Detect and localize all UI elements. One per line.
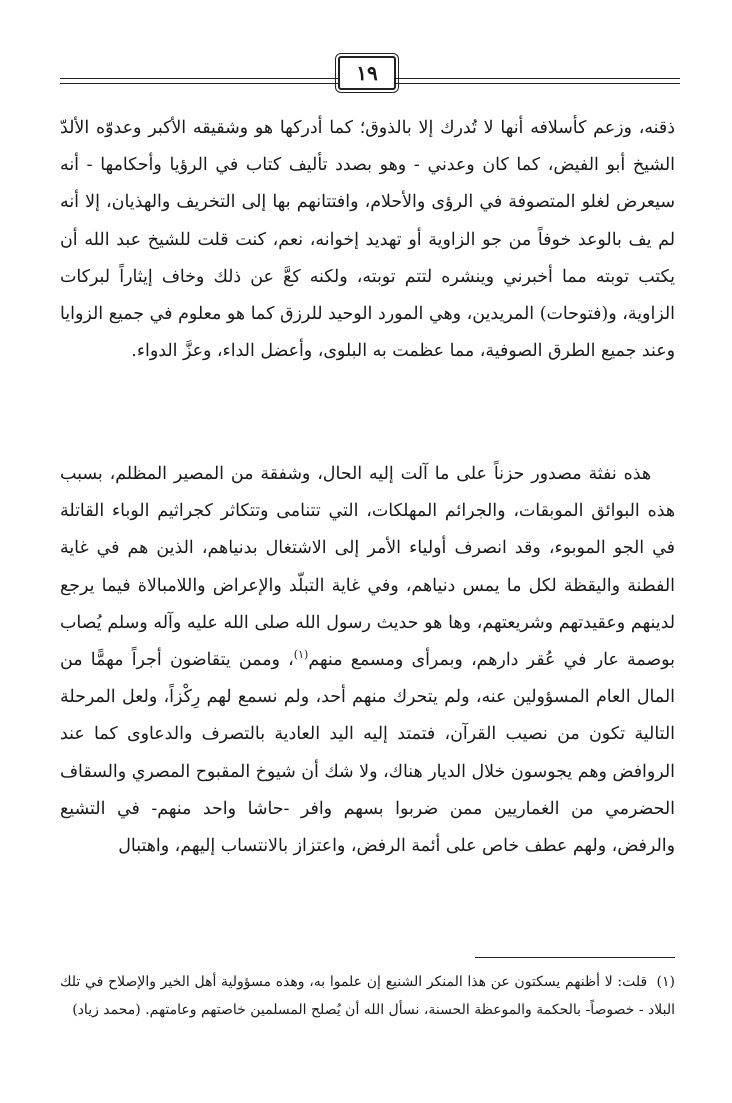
footnote-1 (60, 968, 675, 1024)
footnote-text: قلت: لا أظنهم يسكتون عن هذا المنكر الشنيع إن علموا به، وهذه مسؤولية أهل الخير والإصلاح في تلك البلاد - خصوصاً- بالحكمة والموعظة الحسنة، نسأل الله أن يُصلح المسلمين خاصتهم وعامتهم. (محمد زياد) (60, 974, 675, 1018)
paragraph-2-after-note: ، وممن يتقاضون أجراً مهمًّا من المال العام المسؤولين عنه، ولم يتحرك منهم أحد، ولم نسمع لهم رِكْزاً، ولعل المرحلة التالية تكون من نصيب القرآن، فتمتد إليه اليد العادية بالتصرف والدعاوى كما عند الروافض وهم يجوسون خلال الديار هناك، ولا شك أن شيوخ المقبوح المصري والسقاف الحضرمي من الغماريين ممن ضربوا بسهم وافر -حاشا واحد منهم- في التشيع والرفض، ولهم عطف خاص على أئمة الرفض، واعتزاز بالانتساب إليهم، واهتبال (60, 650, 675, 857)
footnote-reference[interactable]: (١) (293, 648, 309, 662)
paragraph-1-text: ذقنه، وزعم كأسلافه أنها لا تُدرك إلا بالذوق؛ كما أدركها هو وشقيقه الأكبر وعدوّه الألدّ الشيخ أبو الفيض، كما كان وعدني - وهو بصدد تأليف كتاب في الرؤيا وأحكامها - أنه سيعرض لغلو المتصوفة في الرؤى والأحلام، وافتتانهم بها إلى التخريف والهذيان، إلا أنه لم يف بالوعد خوفاً من جو الزاوية أو تهديد إخوانه، نعم، كنت قلت للشيخ عبد الله أن يكتب توبته مما أخبرني وينشره لتتم توبته، ولكنه كعَّ عن ذلك وخاف إيثاراً لبركات الزاوية، و(فتوحات) المريدين، وهي المورد الوحيد للرزق كما هو معلوم في جميع الزوايا وعند جميع الطرق الصوفية، مما عظمت به البلوى، وأعضل الداء، وعزَّ الدواء. (60, 118, 675, 362)
paragraph-2 (60, 456, 675, 865)
footnote-marker: (١) (656, 974, 675, 990)
paragraph-1 (60, 110, 675, 370)
page-number: ١٩ (338, 56, 396, 90)
footnote-separator (475, 957, 675, 958)
paragraph-2-text (60, 456, 675, 865)
paragraph-2-before-note: هذه نفثة مصدور حزناً على ما آلت إليه الحال، وشفقة من المصير المظلم، بسبب هذه البوائق الموبقات، والجرائم المهلكات، التي تتنامى وتتكاثر كجراثيم الوباء القاتلة في الجو الموبوء، وقد انصرف أولياء الأمر إلى الاشتغال بدنياهم، الذين هم في غاية الفطنة واليقظة لكل ما يمس دنياهم، وفي غاية التبلّد والإعراض واللامبالاة فيما يرجع لدينهم وعقيدتهم وشريعتهم، وها هو حديث رسول الله صلى الله عليه وآله وسلم يُصاب بوصمة عار في عُقر دارهم، وبمرأى ومسمع منهم (60, 464, 675, 671)
footnotes (60, 968, 675, 1024)
